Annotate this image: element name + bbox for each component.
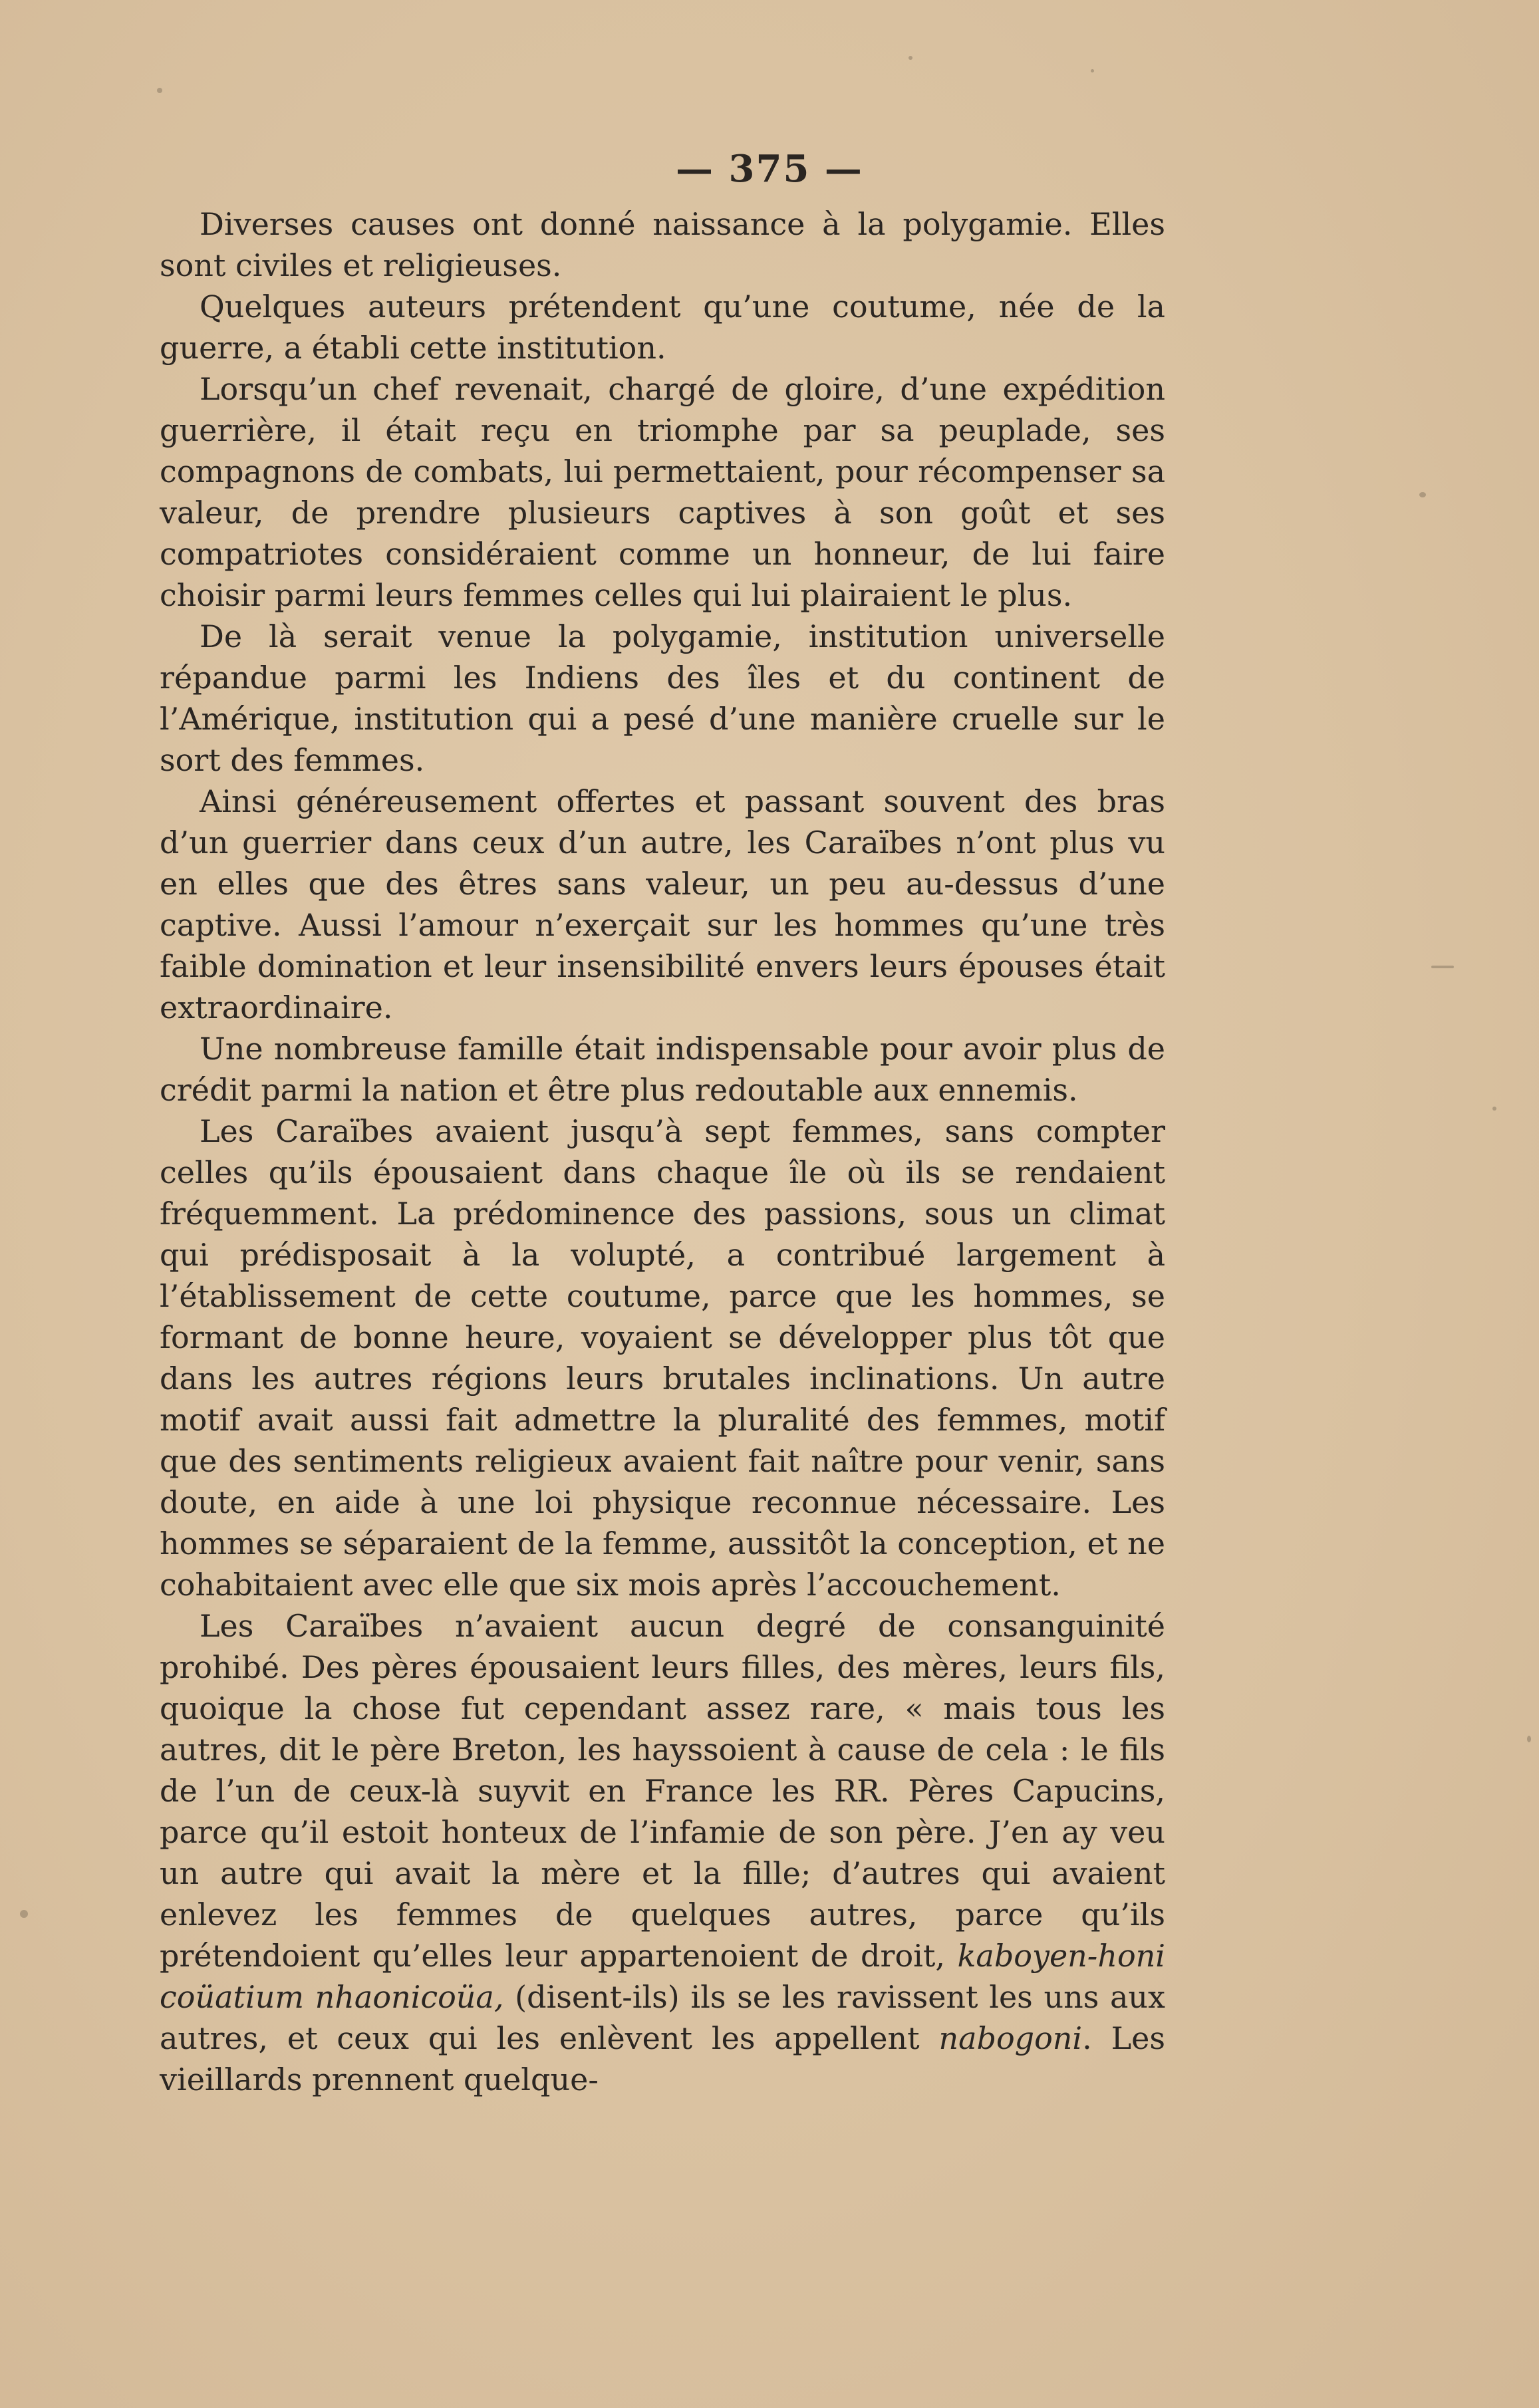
body-text bbox=[160, 203, 1165, 2100]
text-run: . Les vieillards prennent quelque- bbox=[160, 2020, 1166, 2097]
paragraph-last bbox=[160, 1605, 1165, 2100]
paper-speck bbox=[1492, 1107, 1496, 1111]
paragraph: Diverses causes ont donné naissance à la polygamie. Elles sont civiles et religieuses. bbox=[160, 206, 1165, 283]
text-run: Les Caraïbes n’avaient aucun degré de consanguinité prohibé. Des pères épousaient leurs filles, des mères, leurs fils, quoique la chose fut cependant assez rare, « mais tous les autres, dit le père Breton, les hayssoient à cause de cela : le fils de l’un de ceux-là suyvit en France les RR. Pères Capucins, parce qu’il estoit honteux de l’infamie de son père. J’en ay veu un autre qui avait la mère et la fille; d’autres qui avaient enlevez les femmes de quelques autres, parce qu’ils prétendoient qu’elles leur appartenoient de droit, bbox=[160, 1608, 1165, 1974]
paragraph: Une nombreuse famille était indispensable pour avoir plus de crédit parmi la nation et être plus redoutable aux ennemis. bbox=[160, 1031, 1165, 1108]
paper-speck bbox=[1091, 69, 1094, 72]
paper-speck bbox=[157, 88, 162, 93]
text-run: (disent-ils) ils se les ravissent les uns aux autres, et ceux qui les enlèvent les appellent bbox=[160, 1979, 1165, 2056]
page-number: — 375 — bbox=[676, 147, 863, 191]
paragraph: Lorsqu’un chef revenait, chargé de gloire, d’une expédition guerrière, il était reçu en triomphe par sa peuplade, ses compagnons de combats, lui permettaient, pour récompenser sa valeur, de prendre plusieurs captives à son goût et ses compatriotes considéraient comme un honneur, de lui faire choisir parmi leurs femmes celles qui lui plairaient le plus. bbox=[160, 371, 1165, 613]
paper-speck bbox=[1431, 966, 1454, 968]
paragraph: De là serait venue la polygamie, institution universelle répandue parmi les Indiens des îles et du continent de l’Amérique, institution qui a pesé d’une manière cruelle sur le sort des femmes. bbox=[160, 618, 1165, 778]
paragraph: Les Caraïbes avaient jusqu’à sept femmes, sans compter celles qu’ils épousaient dans chaque île où ils se rendaient fréquemment. La prédominence des passions, sous un climat qui prédisposait à la volupté, a contribué largement à l’établissement de cette coutume, parce que les hommes, se formant de bonne heure, voyaient se développer plus tôt que dans les autres régions leurs brutales inclinations. Un autre motif avait aussi fait admettre la pluralité des femmes, motif que des sentiments religieux avaient fait naître pour venir, sans doute, en aide à une loi physique reconnue nécessaire. Les hommes se séparaient de la femme, aussitôt la conception, et ne cohabitaient avec elle que six mois après l’accouchement. bbox=[160, 1113, 1165, 1603]
paper-speck bbox=[20, 1910, 28, 1918]
paper-speck bbox=[1419, 492, 1426, 497]
paper-speck bbox=[909, 56, 912, 60]
paper-speck bbox=[1527, 1736, 1531, 1742]
italic-term: nabogoni bbox=[938, 2020, 1083, 2056]
paragraph: Quelques auteurs prétendent qu’une coutume, née de la guerre, a établi cette institution. bbox=[160, 289, 1165, 366]
paragraph: Ainsi généreusement offertes et passant souvent des bras d’un guerrier dans ceux d’un autre, les Caraïbes n’ont plus vu en elles que des êtres sans valeur, un peu au-dessus d’une captive. Aussi l’amour n’exerçait sur les hommes qu’une très faible domination et leur insensibilité envers leurs épouses était extraordinaire. bbox=[160, 783, 1165, 1025]
italic-term: kaboyen-honi coüatium nhaonicoüa, bbox=[160, 1938, 1165, 2015]
